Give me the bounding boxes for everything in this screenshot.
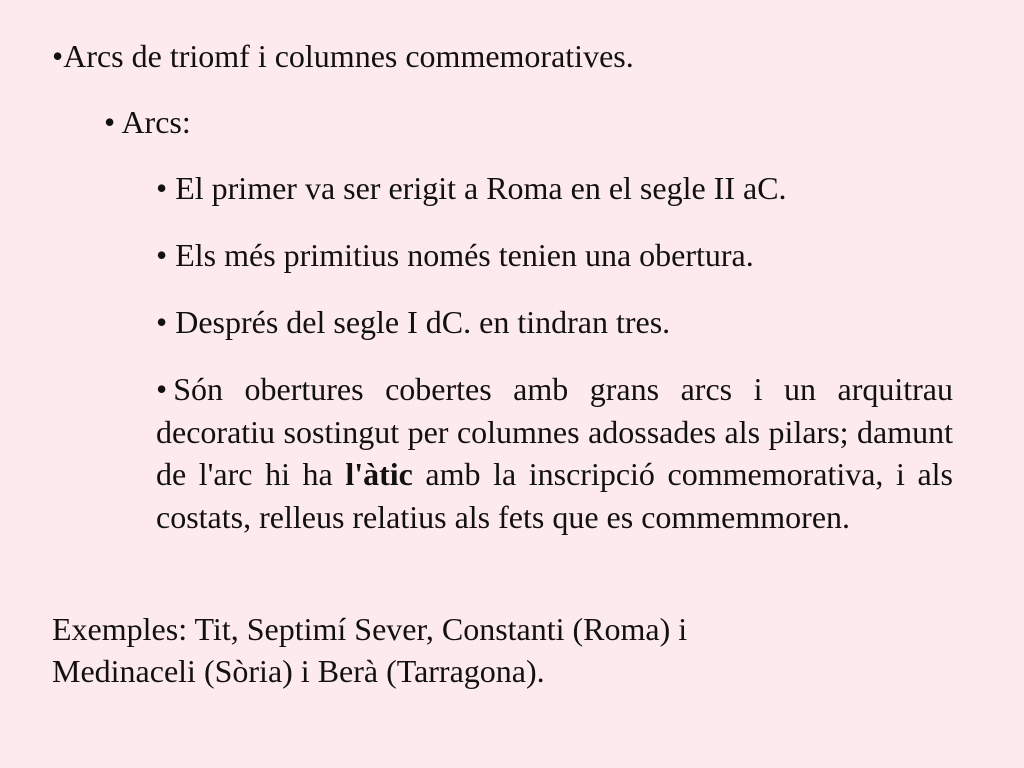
description-text-before: Són obertures cobertes amb grans arcs i un arquitrau decoratiu sostingut per columnes adossades als pilars; damunt de l'arc hi ha [156, 371, 953, 492]
bullet-item-1: • El primer va ser erigit a Roma en el segle II aC. [156, 170, 787, 206]
description-bold-term: l'àtic [345, 456, 413, 492]
description-text-after: amb la inscripció commemorativa, i als costats, relleus relatius als fets que es commemmoren. [156, 456, 954, 535]
examples-line-1: Exemples: Tit, Septimí Sever, Constanti (Roma) i [52, 611, 688, 647]
examples-line-2: Medinaceli (Sòria) i Berà (Tarragona). [52, 653, 545, 689]
bullet-item-3: • Després del segle I dC. en tindran tres. [156, 304, 671, 340]
examples-text [52, 608, 932, 692]
bullet-marker: • [156, 371, 168, 407]
bullet-item-description [156, 368, 953, 538]
subheading-arcs: • Arcs: [104, 104, 191, 140]
slide-heading: •Arcs de triomf i columnes commemoratives. [52, 38, 634, 74]
bullet-item-2: • Els més primitius només tenien una obertura. [156, 237, 754, 273]
